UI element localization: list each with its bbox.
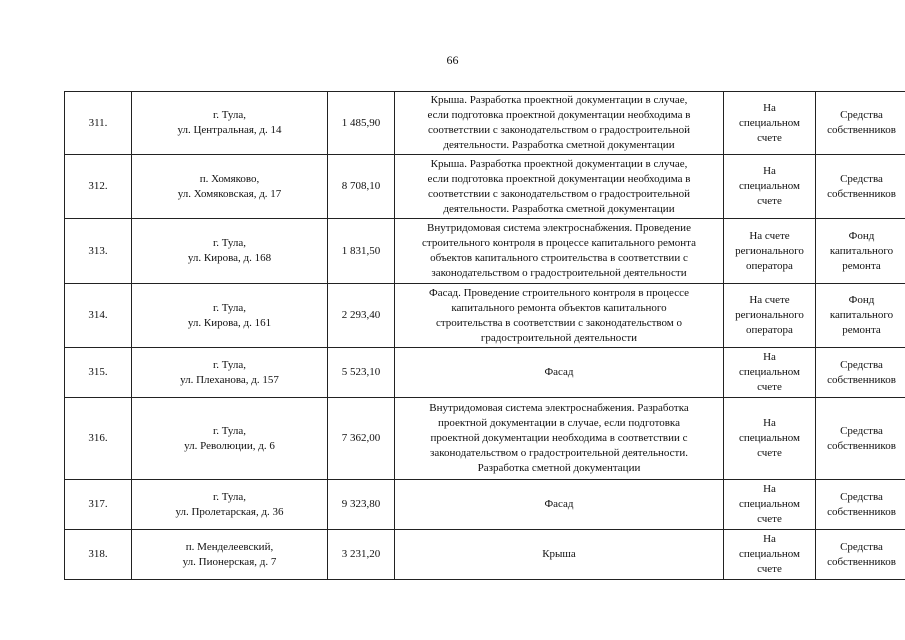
row-sum: 1 485,90 [328, 92, 395, 155]
row-sum: 8 708,10 [328, 155, 395, 219]
row-address: г. Тула, ул. Кирова, д. 168 [132, 219, 328, 284]
row-source: Фонд капитального ремонта [816, 219, 905, 284]
row-number: 318. [65, 530, 132, 580]
capital-repair-table [64, 91, 905, 580]
row-source: Средства собственников [816, 155, 905, 219]
page-number: 66 [446, 53, 459, 67]
table-row [65, 530, 905, 580]
row-sum: 2 293,40 [328, 284, 395, 348]
row-works: Крыша. Разработка проектной документации в случае, если подготовка проектной документации необходима в соответствии с законодательством о градостроительной деятельности. Разработка сметной документации [395, 155, 724, 219]
table-row [65, 219, 905, 284]
row-works: Крыша. Разработка проектной документации в случае, если подготовка проектной документации необходима в соответствии с законодательством о градостроительной деятельности. Разработка сметной документации [395, 92, 724, 155]
row-address: г. Тула, ул. Центральная, д. 14 [132, 92, 328, 155]
row-works: Фасад. Проведение строительного контроля в процессе капитального ремонта объектов капитального строительства в соответствии с законодательством о градостроительной деятельности [395, 284, 724, 348]
table-row [65, 92, 905, 155]
row-source: Средства собственников [816, 480, 905, 530]
row-works: Внутридомовая система электроснабжения. Разработка проектной документации в случае, если подготовка проектной документации необходима в соответствии с законодательством о градостроительной деятельности. Разработка сметной документации [395, 398, 724, 480]
row-account: На специальном счете [724, 480, 816, 530]
row-account: На счете регионального оператора [724, 284, 816, 348]
row-sum: 5 523,10 [328, 348, 395, 398]
row-account: На специальном счете [724, 92, 816, 155]
row-number: 311. [65, 92, 132, 155]
row-source: Средства собственников [816, 398, 905, 480]
row-account: На специальном счете [724, 398, 816, 480]
row-address: п. Менделеевский, ул. Пионерская, д. 7 [132, 530, 328, 580]
row-number: 314. [65, 284, 132, 348]
row-number: 313. [65, 219, 132, 284]
row-address: г. Тула, ул. Пролетарская, д. 36 [132, 480, 328, 530]
row-source: Средства собственников [816, 92, 905, 155]
row-source: Фонд капитального ремонта [816, 284, 905, 348]
row-sum: 1 831,50 [328, 219, 395, 284]
row-address: г. Тула, ул. Плеханова, д. 157 [132, 348, 328, 398]
row-number: 315. [65, 348, 132, 398]
row-account: На специальном счете [724, 530, 816, 580]
table-row [65, 348, 905, 398]
row-account: На счете регионального оператора [724, 219, 816, 284]
table-row [65, 155, 905, 219]
row-account: На специальном счете [724, 348, 816, 398]
row-number: 316. [65, 398, 132, 480]
row-sum: 7 362,00 [328, 398, 395, 480]
table-row [65, 398, 905, 480]
row-account: На специальном счете [724, 155, 816, 219]
row-source: Средства собственников [816, 348, 905, 398]
row-number: 317. [65, 480, 132, 530]
table-row [65, 284, 905, 348]
row-address: г. Тула, ул. Кирова, д. 161 [132, 284, 328, 348]
row-works: Фасад [395, 348, 724, 398]
row-sum: 3 231,20 [328, 530, 395, 580]
row-works: Внутридомовая система электроснабжения. Проведение строительного контроля в процессе капитального ремонта объектов капитального строительства в соответствии с законодательством о градостроительной деятельности [395, 219, 724, 284]
table-row [65, 480, 905, 530]
row-sum: 9 323,80 [328, 480, 395, 530]
row-address: г. Тула, ул. Революции, д. 6 [132, 398, 328, 480]
row-address: п. Хомяково, ул. Хомяковская, д. 17 [132, 155, 328, 219]
row-source: Средства собственников [816, 530, 905, 580]
row-number: 312. [65, 155, 132, 219]
row-works: Фасад [395, 480, 724, 530]
row-works: Крыша [395, 530, 724, 580]
